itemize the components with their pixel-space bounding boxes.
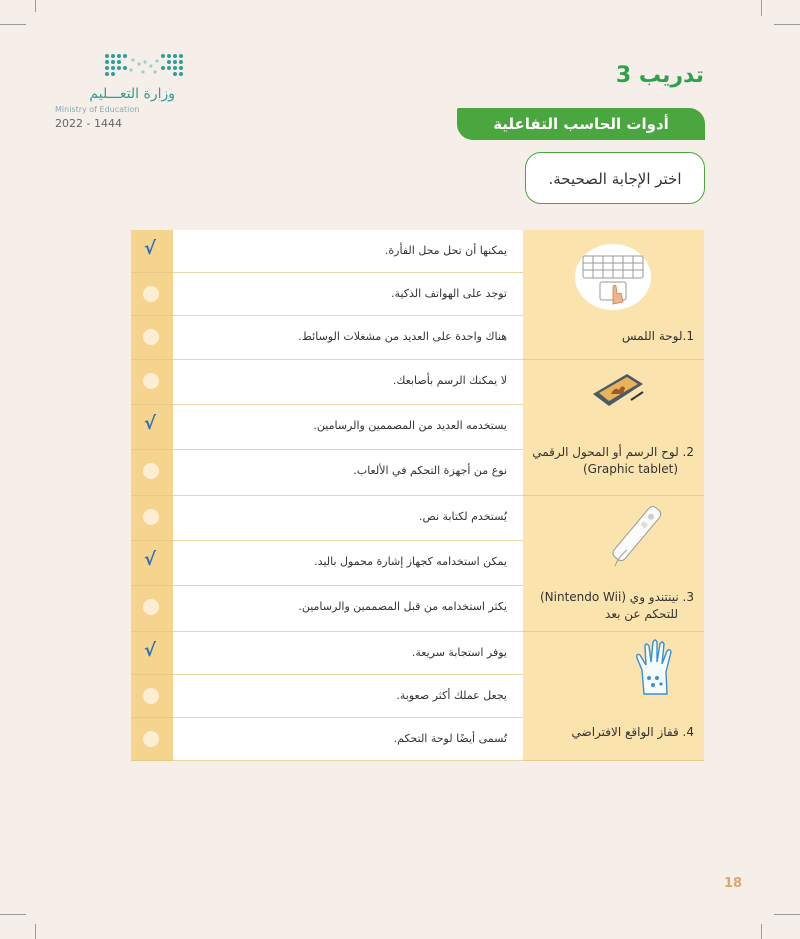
empty-circle-icon — [143, 599, 159, 615]
crop-mark — [35, 924, 36, 939]
crop-mark — [761, 0, 762, 16]
crop-mark — [774, 24, 800, 25]
crop-mark — [761, 924, 762, 939]
exercise-title: تدريب 3 — [615, 63, 704, 88]
option-text: يمكنها أن تحل محل الفأرة. — [384, 244, 507, 257]
option-text: يُستخدم لكتابة نص. — [419, 510, 507, 523]
option-row[interactable] — [173, 316, 523, 360]
option-text: يستخدمه العديد من المصممين والرسامين. — [313, 419, 507, 432]
answer-cell[interactable] — [131, 541, 173, 586]
option-text: يمكن استخدامه كجهاز إشارة محمول باليد. — [314, 555, 507, 568]
empty-circle-icon — [143, 731, 159, 747]
option-row[interactable] — [173, 675, 523, 718]
graphic-tablet-icon — [587, 370, 647, 410]
option-text: لا يمكنك الرسم بأصابعك. — [392, 374, 507, 387]
category-label: 4. قفاز الواقع الافتراضي — [571, 725, 694, 739]
option-text: توجد على الهواتف الذكية. — [391, 287, 507, 300]
question-group — [131, 360, 704, 496]
option-row[interactable] — [173, 450, 523, 496]
logo-english-text: Ministry of Education — [55, 105, 140, 114]
category-label: 2. لوح الرسم أو المحول الرقمي — [532, 445, 694, 459]
check-mark-icon: √ — [144, 640, 157, 661]
option-text: يوفر استجابة سريعة. — [411, 646, 507, 659]
check-mark-icon: √ — [144, 413, 157, 434]
touchpad-icon — [573, 242, 653, 312]
option-row[interactable] — [173, 632, 523, 675]
empty-circle-icon — [143, 286, 159, 302]
category-cell — [523, 360, 704, 496]
check-mark-icon: √ — [144, 238, 157, 259]
answer-cell[interactable] — [131, 496, 173, 541]
answer-cell[interactable] — [131, 675, 173, 718]
option-row[interactable] — [173, 541, 523, 586]
option-text: تُسمى أيضًا لوحة التحكم. — [393, 732, 507, 745]
question-group — [131, 632, 704, 761]
option-row[interactable] — [173, 273, 523, 316]
answer-cell[interactable] — [131, 316, 173, 360]
empty-circle-icon — [143, 688, 159, 704]
category-cell — [523, 632, 704, 761]
empty-circle-icon — [143, 463, 159, 479]
answer-cell[interactable] — [131, 360, 173, 405]
empty-circle-icon — [143, 329, 159, 345]
crop-mark — [0, 24, 26, 25]
crop-mark — [35, 0, 36, 12]
category-cell — [523, 496, 704, 632]
question-group — [131, 496, 704, 632]
category-label-line2: للتحكم عن بعد — [605, 607, 678, 621]
exercise-table — [131, 230, 704, 761]
vr-glove-icon — [631, 638, 681, 698]
crop-mark — [0, 914, 26, 915]
answer-cell[interactable] — [131, 405, 173, 450]
option-row[interactable] — [173, 230, 523, 273]
empty-circle-icon — [143, 509, 159, 525]
logo-arabic-text: وزارة التعـــليم — [89, 86, 175, 102]
answer-cell[interactable] — [131, 230, 173, 273]
answer-cell[interactable] — [131, 586, 173, 632]
wii-remote-icon — [607, 500, 667, 570]
page-number: 18 — [724, 876, 743, 891]
answer-cell[interactable] — [131, 632, 173, 675]
option-row[interactable] — [173, 586, 523, 632]
option-row[interactable] — [173, 405, 523, 450]
check-mark-icon: √ — [144, 549, 157, 570]
topic-banner: أدوات الحاسب التفاعلية — [457, 108, 705, 140]
option-row[interactable] — [173, 496, 523, 541]
option-text: هناك واحدة على العديد من مشغلات الوسائط. — [298, 330, 507, 343]
logo-years: 2022 - 1444 — [55, 117, 122, 130]
category-cell — [523, 230, 704, 360]
option-text: يكثر استخدامه من قبل المصممين والرسامين. — [298, 600, 507, 613]
option-row[interactable] — [173, 360, 523, 405]
option-row[interactable] — [173, 718, 523, 761]
option-text: نوع من أجهزة التحكم في الألعاب. — [353, 464, 507, 477]
crop-mark — [774, 914, 800, 915]
instruction-box: اختر الإجابة الصحيحة. — [525, 152, 705, 204]
option-text: يجعل عملك أكثر صعوبة. — [396, 689, 507, 702]
question-group — [131, 230, 704, 360]
category-label: 3. نينتندو وي (Nintendo Wii) — [539, 590, 694, 604]
answer-cell[interactable] — [131, 273, 173, 316]
category-label-line2: (Graphic tablet) — [582, 462, 678, 476]
category-label: 1.لوحة اللمس — [621, 329, 694, 343]
empty-circle-icon — [143, 373, 159, 389]
answer-cell[interactable] — [131, 450, 173, 496]
answer-cell[interactable] — [131, 718, 173, 761]
logo-dots-icon — [103, 52, 185, 78]
